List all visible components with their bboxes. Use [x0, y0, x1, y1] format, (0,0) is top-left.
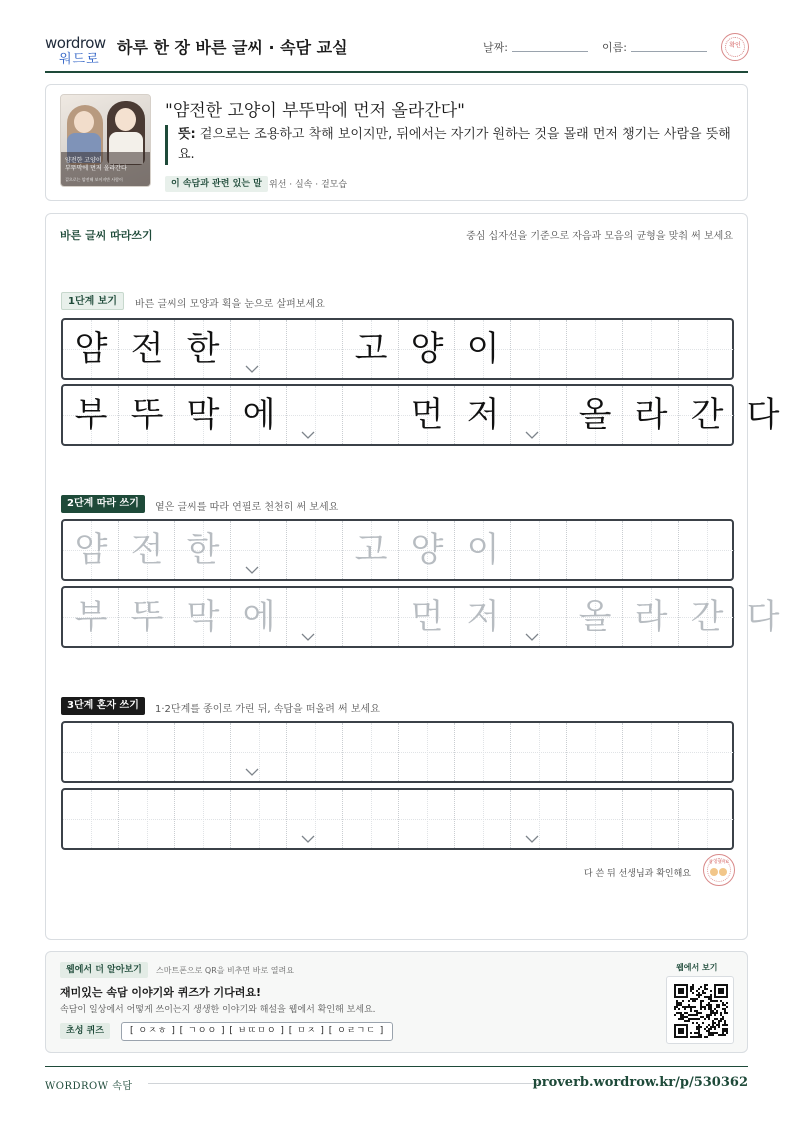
space-mark-icon: [525, 633, 539, 641]
writing-cell[interactable]: [567, 320, 623, 378]
qr-code-icon: [674, 984, 728, 1038]
practice-glyph: 에: [242, 395, 276, 435]
writing-cell[interactable]: [231, 790, 287, 848]
space-mark-icon: [301, 431, 315, 439]
writing-cell[interactable]: [511, 320, 567, 378]
page-title: 하루 한 장 바른 글씨 · 속담 교실: [117, 38, 348, 57]
practice-hint: 중심 십자선을 기준으로 자음과 모음의 균형을 맞춰 써 보세요: [466, 231, 733, 242]
writing-cell[interactable]: [511, 386, 567, 444]
related-words-badge: 이 속담과 관련 있는 말: [165, 176, 268, 192]
footer-line: [148, 1083, 538, 1084]
proverb-title: "얌전한 고양이 부뚜막에 먼저 올라간다": [165, 101, 466, 121]
initial-quiz: [ ㅇㅈㅎ ] [ ㄱㅇㅇ ] [ ㅂㄸㅁㅇ ] [ ㅁㅈ ] [ ㅇㄹㄱㄷ ]: [121, 1022, 393, 1041]
practice-glyph: 고: [354, 530, 388, 570]
writing-cell[interactable]: [623, 723, 679, 781]
writing-cell[interactable]: [343, 723, 399, 781]
practice-glyph: 이: [466, 530, 500, 570]
practice-title: 바른 글씨 따라쓰기: [60, 229, 153, 242]
name-label: 이름:: [602, 41, 627, 54]
practice-glyph: 한: [186, 329, 220, 369]
writing-cell[interactable]: [511, 790, 567, 848]
writing-row-step3-1[interactable]: [61, 721, 734, 783]
writing-row-step3-2[interactable]: [61, 788, 734, 850]
proverb-meaning: [165, 125, 735, 165]
practice-glyph: 전: [130, 530, 164, 570]
date-field[interactable]: [512, 51, 588, 52]
practice-glyph: 뚜: [130, 597, 164, 637]
thumbnail-caption-3: 겉으로는 얌전해 보이지만 사람이: [65, 177, 123, 182]
space-mark-icon: [301, 835, 315, 843]
practice-glyph: 한: [186, 530, 220, 570]
space-mark-icon: [525, 431, 539, 439]
page-header: [45, 30, 748, 70]
writing-cell[interactable]: [679, 790, 735, 848]
writing-cell[interactable]: [63, 790, 119, 848]
check-stamp-text: 확인: [729, 42, 741, 49]
practice-glyph: 올: [578, 597, 612, 637]
writing-row-step2-2[interactable]: [61, 586, 780, 648]
web-hint: 스마트폰으로 QR을 비추면 바로 열려요: [156, 966, 294, 975]
practice-glyph: 양: [410, 530, 444, 570]
writing-cell[interactable]: [287, 723, 343, 781]
practice-glyph: 먼: [410, 597, 444, 637]
logo-korean: 워드로: [59, 52, 100, 67]
practice-glyph: 다: [746, 395, 780, 435]
practice-glyph: 간: [690, 597, 724, 637]
writing-cell[interactable]: [679, 521, 735, 579]
writing-cell[interactable]: [287, 521, 343, 579]
practice-glyph: 고: [354, 329, 388, 369]
practice-glyph: 이: [466, 329, 500, 369]
proverb-thumbnail: [60, 94, 151, 187]
writing-cell[interactable]: [679, 723, 735, 781]
practice-glyph: 간: [690, 395, 724, 435]
writing-cell[interactable]: [623, 320, 679, 378]
web-learn-more-box: [45, 951, 748, 1053]
footer-divider: [45, 1066, 748, 1067]
space-mark-icon: [245, 768, 259, 776]
practice-glyph: 뚜: [130, 395, 164, 435]
writing-cell[interactable]: [119, 723, 175, 781]
writing-cell[interactable]: [343, 790, 399, 848]
good-job-stamp-text: 참 잘했어요: [708, 859, 730, 864]
step-3-badge: 3단계 혼자 쓰기: [61, 697, 145, 715]
writing-cell[interactable]: [287, 386, 343, 444]
practice-glyph: 부: [74, 395, 108, 435]
practice-glyph: 얌: [74, 329, 108, 369]
writing-cell[interactable]: [511, 521, 567, 579]
writing-cell[interactable]: [231, 320, 287, 378]
writing-cell[interactable]: [567, 790, 623, 848]
writing-cell[interactable]: [399, 723, 455, 781]
teacher-confirm-text: 다 쓴 뒤 선생님과 확인해요: [583, 869, 691, 879]
practice-glyph: 부: [74, 597, 108, 637]
qr-code[interactable]: [666, 976, 734, 1044]
meaning-text: 겉으로는 조용하고 착해 보이지만, 뒤에서는 자기가 원하는 것을 몰래 먼저 챙기는 사람을 뜻해요.: [178, 127, 731, 162]
name-field[interactable]: [631, 51, 707, 52]
writing-row-step1-2[interactable]: [61, 384, 780, 446]
wordrow-logo: [45, 34, 109, 67]
writing-cell[interactable]: [287, 790, 343, 848]
initial-quiz-badge: 초성 퀴즈: [60, 1023, 110, 1039]
handwriting-practice-panel: [45, 213, 780, 940]
meaning-label: 뜻:: [178, 127, 196, 142]
practice-glyph: 저: [466, 597, 500, 637]
writing-cell[interactable]: [511, 588, 567, 646]
writing-cell[interactable]: [63, 723, 119, 781]
space-mark-icon: [525, 835, 539, 843]
writing-cell[interactable]: [175, 723, 231, 781]
good-job-stamp-icon: [703, 854, 735, 886]
practice-glyph: 라: [634, 597, 668, 637]
space-mark-icon: [245, 365, 259, 373]
writing-cell[interactable]: [455, 790, 511, 848]
logo-wordmark: wordrow: [45, 34, 106, 52]
space-mark-icon: [245, 566, 259, 574]
writing-cell[interactable]: [679, 320, 735, 378]
writing-cell[interactable]: [231, 521, 287, 579]
thumbnail-caption-2: 부뚜막에 먼저 올라간다: [65, 165, 127, 172]
footer-brand: WORDROW 속담: [45, 1081, 133, 1092]
writing-cell[interactable]: [623, 790, 679, 848]
header-divider: [45, 71, 748, 73]
web-description: 속담이 일상에서 어떻게 쓰이는지 생생한 이야기와 해설을 웹에서 확인해 보세요.: [60, 1005, 376, 1015]
practice-glyph: 막: [186, 597, 220, 637]
writing-cell[interactable]: [455, 723, 511, 781]
check-stamp-icon: [721, 33, 749, 61]
writing-cell[interactable]: [287, 320, 343, 378]
space-mark-icon: [301, 633, 315, 641]
practice-glyph: 양: [410, 329, 444, 369]
practice-glyph: 전: [130, 329, 164, 369]
writing-row-step2-1[interactable]: [61, 519, 734, 581]
step-1-badge: 1단계 보기: [61, 292, 124, 310]
writing-cell[interactable]: [343, 588, 399, 646]
writing-cell[interactable]: [623, 521, 679, 579]
proverb-card: [45, 84, 748, 201]
web-headline: 재미있는 속담 이야기와 퀴즈가 기다려요!: [60, 986, 261, 999]
practice-glyph: 얌: [74, 530, 108, 570]
practice-glyph: 에: [242, 597, 276, 637]
writing-cell[interactable]: [231, 723, 287, 781]
step-1-description: 바른 글씨의 모양과 획을 눈으로 살펴보세요: [135, 299, 325, 310]
writing-cell[interactable]: [567, 723, 623, 781]
writing-cell[interactable]: [175, 790, 231, 848]
practice-glyph: 라: [634, 395, 668, 435]
step-2-badge: 2단계 따라 쓰기: [61, 495, 145, 513]
writing-cell[interactable]: [399, 790, 455, 848]
web-badge: 웹에서 더 알아보기: [60, 962, 148, 978]
writing-cell[interactable]: [511, 723, 567, 781]
thumbnail-caption-1: 얌전한 고양이: [65, 157, 102, 164]
step-3-description: 1·2단계를 종이로 가린 뒤, 속담을 떠올려 써 보세요: [155, 704, 380, 715]
practice-glyph: 저: [466, 395, 500, 435]
qr-label: 웹에서 보기: [676, 963, 718, 972]
writing-cell[interactable]: [287, 588, 343, 646]
writing-row-step1-1[interactable]: [61, 318, 734, 380]
practice-glyph: 올: [578, 395, 612, 435]
footer-url[interactable]: proverb.wordrow.kr/p/530362: [532, 1075, 748, 1090]
step-2-description: 옅은 글씨를 따라 연필로 천천히 써 보세요: [155, 502, 339, 513]
related-words: 위선 · 실속 · 겉모습: [269, 180, 348, 190]
writing-cell[interactable]: [343, 386, 399, 444]
writing-cell[interactable]: [567, 521, 623, 579]
practice-glyph: 다: [746, 597, 780, 637]
writing-cell[interactable]: [119, 790, 175, 848]
practice-glyph: 막: [186, 395, 220, 435]
practice-glyph: 먼: [410, 395, 444, 435]
date-label: 날짜:: [483, 41, 508, 54]
